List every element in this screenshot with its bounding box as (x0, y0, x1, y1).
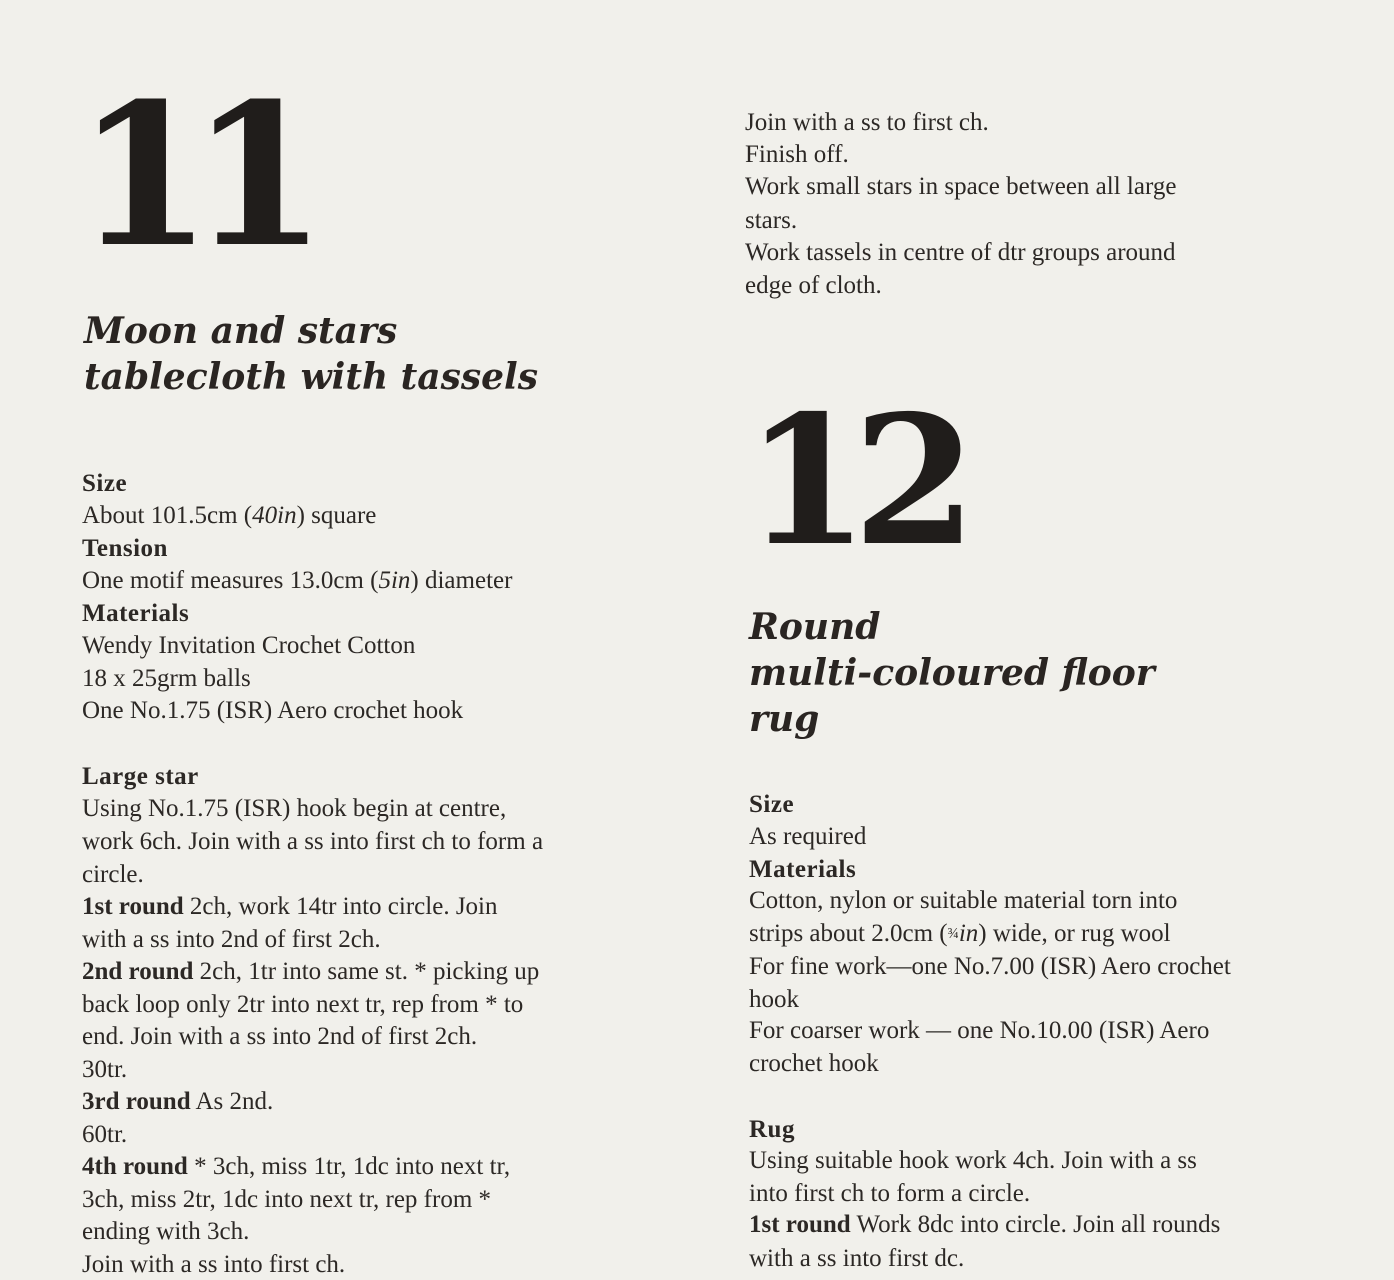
title-line: Round (749, 606, 881, 648)
size-text: About 101.5cm (40in) square (82, 502, 377, 529)
instruction-line: 60tr. (82, 1121, 128, 1148)
materials-line: Cotton, nylon or suitable material torn into (749, 887, 1178, 914)
round-1: 1st round Work 8dc into circle. Join all rounds (749, 1211, 1221, 1238)
title-line: tablecloth with tassels (84, 356, 538, 398)
materials-line: 18 x 25grm balls (82, 665, 251, 692)
title-line: Moon and stars (84, 310, 398, 352)
round-3: 3rd round As 2nd. (82, 1088, 274, 1115)
continued-line: Finish off. (745, 141, 849, 168)
pattern-number-11: 11 (76, 61, 305, 291)
instruction-line: with a ss into first dc. (749, 1245, 965, 1272)
materials-line: For fine work—one No.7.00 (ISR) Aero crochet (749, 953, 1231, 980)
tension-text: One motif measures 13.0cm (5in) diameter (82, 567, 513, 594)
round-2: 2nd round 2ch, 1tr into same st. * picking up (82, 958, 540, 985)
materials-line: For coarser work — one No.10.00 (ISR) Aero (749, 1017, 1210, 1044)
title-line: rug (749, 698, 820, 740)
instruction-line: work 6ch. Join with a ss into first ch to form a (82, 828, 544, 855)
instruction-line: 3ch, miss 2tr, 1dc into next tr, rep from * (82, 1186, 492, 1213)
size-heading: Size (749, 791, 795, 818)
large-star-heading: Large star (82, 763, 199, 790)
materials-line: strips about 2.0cm (¾in) wide, or rug wool (749, 920, 1171, 947)
continued-line: Work small stars in space between all large (745, 173, 1177, 200)
materials-line: Wendy Invitation Crochet Cotton (82, 632, 416, 659)
instruction-line: Join with a ss into first ch. (82, 1251, 346, 1278)
tension-heading: Tension (82, 535, 168, 562)
instruction-line: end. Join with a ss into 2nd of first 2ch. (82, 1023, 478, 1050)
instruction-line: Using suitable hook work 4ch. Join with a ss (749, 1147, 1197, 1174)
instruction-line: 30tr. (82, 1056, 128, 1083)
pattern-number-12: 12 (745, 376, 961, 585)
size-heading: Size (82, 470, 128, 497)
round-1: 1st round 2ch, work 14tr into circle. Join (82, 893, 498, 920)
pattern-title-12 (749, 604, 1155, 742)
instruction-line: ending with 3ch. (82, 1218, 250, 1245)
materials-line: hook (749, 986, 799, 1013)
continued-line: stars. (745, 207, 798, 234)
materials-heading: Materials (82, 600, 190, 627)
materials-line: One No.1.75 (ISR) Aero crochet hook (82, 697, 464, 724)
instruction-line: Using No.1.75 (ISR) hook begin at centre, (82, 795, 507, 822)
rug-heading: Rug (749, 1116, 795, 1143)
instruction-line: with a ss into 2nd of first 2ch. (82, 926, 381, 953)
materials-heading: Materials (749, 856, 857, 883)
continued-line: Work tassels in centre of dtr groups around (745, 239, 1176, 266)
instruction-line: back loop only 2tr into next tr, rep from * to (82, 991, 524, 1018)
size-text: As required (749, 823, 867, 850)
instruction-line: into first ch to form a circle. (749, 1180, 1031, 1207)
materials-line: crochet hook (749, 1050, 879, 1077)
instruction-line: circle. (82, 861, 144, 888)
pattern-title-11 (84, 308, 538, 400)
round-4: 4th round * 3ch, miss 1tr, 1dc into next tr, (82, 1153, 511, 1180)
continued-line: Join with a ss to first ch. (745, 109, 989, 136)
continued-line: edge of cloth. (745, 272, 882, 299)
title-line: multi-coloured floor (749, 652, 1155, 694)
